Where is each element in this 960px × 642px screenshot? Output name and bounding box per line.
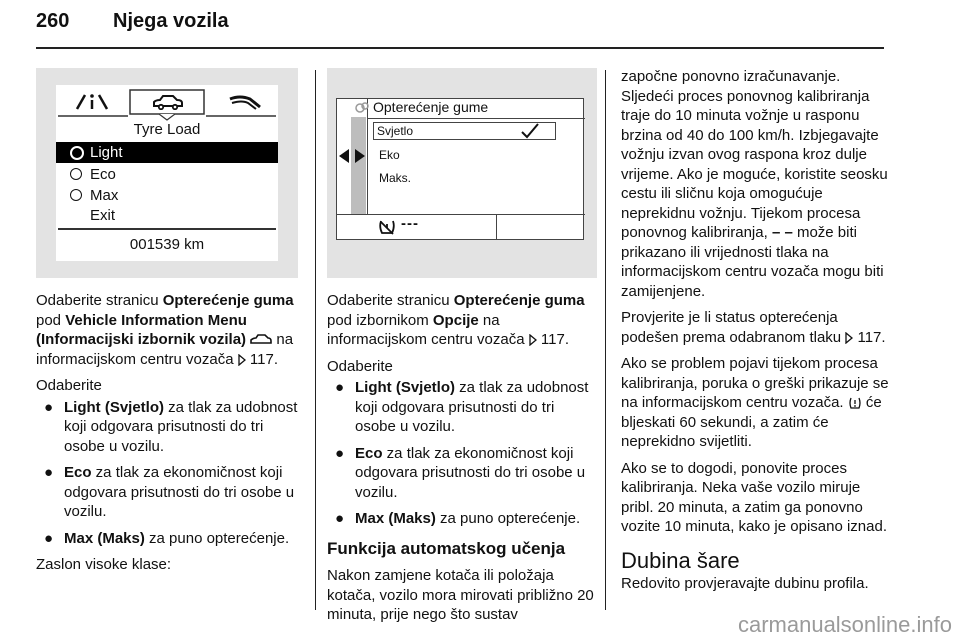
tyre-pressure-warning-icon <box>377 218 397 236</box>
paragraph: Nakon zamjene kotača ili položaja kotača, vozilo mora mirovati približno 20 minuta, prije nego što sustav <box>327 567 594 623</box>
page-ref-arrow-icon <box>529 334 537 346</box>
list-item: ● Max (Maks) za puno opterećenje. <box>44 529 290 547</box>
option-label: Max <box>90 187 119 204</box>
car-icon <box>250 334 272 346</box>
odometer: 001539 km <box>129 236 205 253</box>
paragraph: Ako se to dogodi, ponovite proces kalibriranja. Neka vaše vozilo miruje pribl. 20 minuta, a zatim ga ponovno vozite 10 minuta, kako je opisano iznad. <box>621 459 887 535</box>
hi-screen <box>336 98 584 240</box>
screen-title: Opterećenje gume <box>373 99 489 115</box>
list-item: ● Max (Maks) za puno opterećenje. <box>335 510 581 527</box>
option-exit[interactable]: Exit <box>90 207 116 224</box>
intro-paragraph: Odaberite stranicu Opterećenje guma pod Vehicle Information Menu (Informacijski izbornik vozila) na informacijskom centru vozača 117. <box>36 292 294 368</box>
road-icon <box>228 93 262 111</box>
pressure-value: --- <box>401 215 419 232</box>
column-1-text <box>36 291 300 582</box>
closing-text: Zaslon visoke klase: <box>36 556 172 573</box>
column-3-text <box>621 67 889 601</box>
header-rule <box>36 47 884 49</box>
option-maks[interactable]: Maks. <box>379 171 412 185</box>
paragraph: započne ponovno izračunavanje. Sljedeći proces ponovnog kalibriranja traje do 10 minuta vožnje u rasponu brzina od 40 do 100 km/h. Izbjegavajte vožnju izvan ovog raspona kroz dulje vrijeme. Ako je moguće, koristite seosku cestu ili sličnu koja omogućuje neprekidnu vožnju. Tijekom procesa ponovnog kalibriranja, – – može biti prikazano ili vrijednosti tlaka na informacijskom centru vozača mogu biti zamijenjene. <box>621 68 888 300</box>
title-rule <box>367 118 585 119</box>
tyre-gear-icon <box>355 101 369 115</box>
option-label: Svjetlo <box>377 124 414 138</box>
column-2-text <box>327 291 595 632</box>
option-eko[interactable]: Eko <box>379 148 400 162</box>
list-item: ● Eco za tlak za ekonomičnost koji odgovara prisutnosti do tri osobe u vozilu. <box>44 464 295 520</box>
car-icon <box>152 94 184 110</box>
section-heading: Funkcija automatskog učenja <box>327 538 566 558</box>
watermark: carmanualsonline.info <box>737 612 952 637</box>
intro-paragraph: Odaberite stranicu Opterećenje guma pod izbornikom Opcije na informacijskom centru vozača 117. <box>327 292 585 348</box>
scrollbar[interactable] <box>351 117 366 214</box>
dic-screen <box>56 85 278 261</box>
radio-icon <box>70 146 84 160</box>
column-divider-2 <box>605 70 606 610</box>
select-label: Odaberite <box>327 357 393 375</box>
figure-tyre-load-panel-hi <box>327 68 597 278</box>
left-right-arrows-icon[interactable] <box>337 147 367 165</box>
screen-title: Tyre Load <box>133 121 201 138</box>
column-divider-1 <box>315 70 316 610</box>
paragraph: Redovito provjeravajte dubinu profila. <box>621 575 869 592</box>
option-label: Light <box>90 144 123 161</box>
option-light-highlight[interactable] <box>56 142 278 163</box>
option-label: Eco <box>90 166 116 183</box>
radio-icon <box>70 189 82 201</box>
bottom-divider <box>496 214 497 240</box>
paragraph: Provjerite je li status opterećenja podešen prema odabranom tlaku 117. <box>621 309 886 346</box>
list-item: ● Eco za tlak za ekonomičnost koji odgovara prisutnosti do tri osobe u vozilu. <box>335 444 586 501</box>
radio-icon <box>70 168 82 180</box>
tools-info-icon <box>74 93 110 111</box>
paragraph: Ako se problem pojavi tijekom procesa kalibriranja, poruka o greški prikazuje se na informacijskom centru vozača. će bljeskati 60 sekundi, a zatim će neprekidno svijetliti. <box>621 355 889 450</box>
list-item: ● Light (Svjetlo) za tlak za udobnost koji odgovara prisutnosti do tri osobe u vozilu. <box>335 379 589 435</box>
screen-divider <box>58 228 276 230</box>
checkmark-icon <box>520 123 540 139</box>
page-ref-arrow-icon <box>238 354 246 366</box>
select-label: Odaberite <box>36 377 102 394</box>
tyre-pressure-warning-icon <box>848 396 862 410</box>
option-svjetlo-selected[interactable] <box>373 122 556 140</box>
section-heading: Dubina šare <box>621 547 740 573</box>
page-title: Njega vozila <box>113 10 229 32</box>
figure-tyre-load-panel <box>36 68 298 278</box>
option-eco[interactable] <box>56 164 278 185</box>
bottom-rule <box>337 214 585 215</box>
list-item: ● Light (Svjetlo) za tlak za udobnost koji odgovara prisutnosti do tri osobe u vozilu. <box>44 398 298 455</box>
page-number: 260 <box>36 10 70 32</box>
option-max[interactable] <box>56 185 278 206</box>
